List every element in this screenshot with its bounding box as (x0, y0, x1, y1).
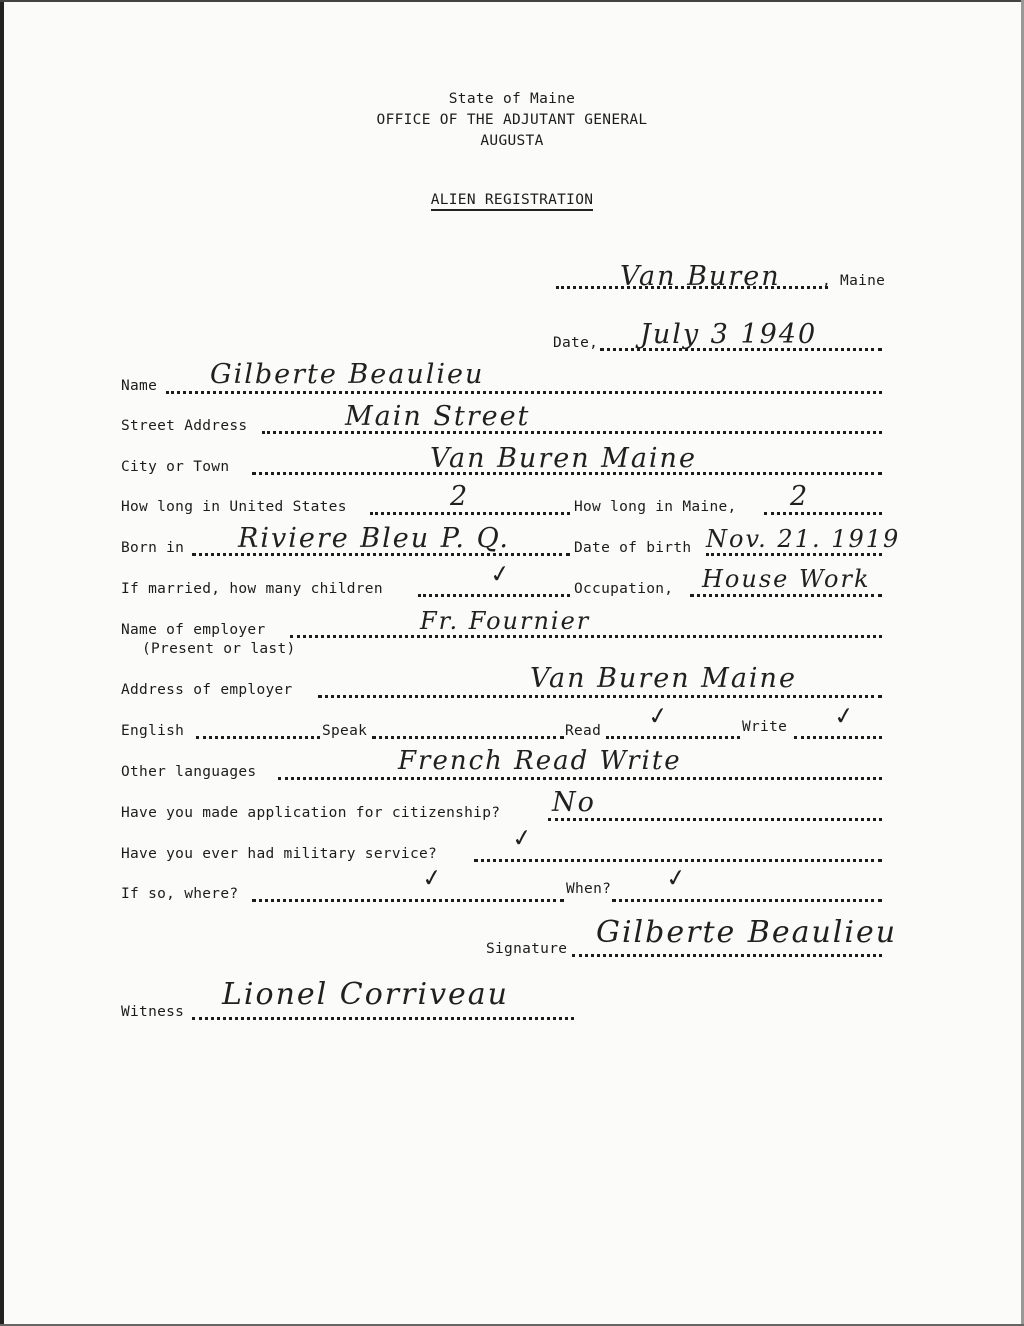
employer-label: Name of employer (121, 622, 266, 638)
street-entry: Main Street (345, 401, 531, 432)
scan-edge-top (0, 0, 1024, 2)
header-office: OFFICE OF THE ADJUTANT GENERAL (376, 112, 648, 128)
citizenship-label: Have you made application for citizenship? (121, 805, 501, 821)
witness-label: Witness (121, 1004, 185, 1020)
military-label: Have you ever had military service? (121, 846, 438, 862)
employer-entry: Fr. Fournier (420, 607, 591, 635)
maine-label: , Maine (822, 273, 886, 289)
birthplace-label: Born in (121, 540, 185, 556)
speak-line (372, 726, 564, 739)
military-checkmark: ✓ (510, 822, 534, 854)
maine-duration-line (764, 502, 882, 515)
header-state: State of Maine (448, 91, 576, 107)
when-label: When? (566, 881, 612, 897)
street-label: Street Address (121, 418, 248, 434)
form-title-text: ALIEN REGISTRATION (431, 192, 594, 211)
us-duration-label: How long in United States (121, 499, 347, 515)
read-checkmark: ✓ (646, 700, 670, 732)
citizenship-entry: No (552, 787, 596, 818)
maine-duration-label: How long in Maine, (574, 499, 737, 515)
date-label: Date, (553, 335, 599, 351)
read-line (606, 726, 740, 739)
english-label: English (121, 723, 185, 739)
military-line (474, 849, 882, 862)
write-label: Write (742, 719, 788, 735)
birthplace-entry: Riviere Bleu P. Q. (238, 523, 510, 554)
children-label: If married, how many children (121, 581, 383, 597)
name-entry: Gilberte Beaulieu (210, 359, 485, 390)
witness-entry: Lionel Corriveau (222, 977, 509, 1012)
city-entry: Van Buren Maine (430, 443, 697, 474)
maine-duration-entry: 2 (790, 481, 810, 512)
where-label: If so, where? (121, 886, 239, 902)
citizenship-line (548, 808, 882, 821)
other-languages-label: Other languages (121, 764, 257, 780)
where-line (252, 889, 564, 902)
other-languages-entry: French Read Write (398, 746, 682, 776)
employer-address-entry: Van Buren Maine (530, 663, 797, 694)
read-label: Read (565, 723, 602, 739)
employer-address-label: Address of employer (121, 682, 293, 698)
us-duration-line (370, 502, 570, 515)
write-checkmark: ✓ (832, 700, 856, 732)
signature-entry: Gilberte Beaulieu (596, 915, 898, 950)
english-line (196, 726, 320, 739)
date-entry: July 3 1940 (640, 319, 818, 350)
when-line (612, 889, 882, 902)
header-city: AUGUSTA (480, 133, 544, 149)
occupation-entry: House Work (702, 565, 871, 593)
form-title (0, 191, 1024, 209)
children-checkmark: ✓ (488, 558, 512, 590)
town-entry: Van Buren (620, 261, 781, 292)
city-label: City or Town (121, 459, 230, 475)
signature-label: Signature (486, 941, 568, 957)
birthdate-entry: Nov. 21. 1919 (706, 525, 901, 553)
birthdate-label: Date of birth (574, 540, 692, 556)
occupation-label: Occupation, (574, 581, 674, 597)
employer-note: (Present or last) (142, 641, 296, 657)
where-checkmark: ✓ (420, 862, 444, 894)
us-duration-entry: 2 (450, 481, 470, 512)
name-label: Name (121, 378, 158, 394)
when-checkmark: ✓ (664, 862, 688, 894)
speak-label: Speak (322, 723, 368, 739)
